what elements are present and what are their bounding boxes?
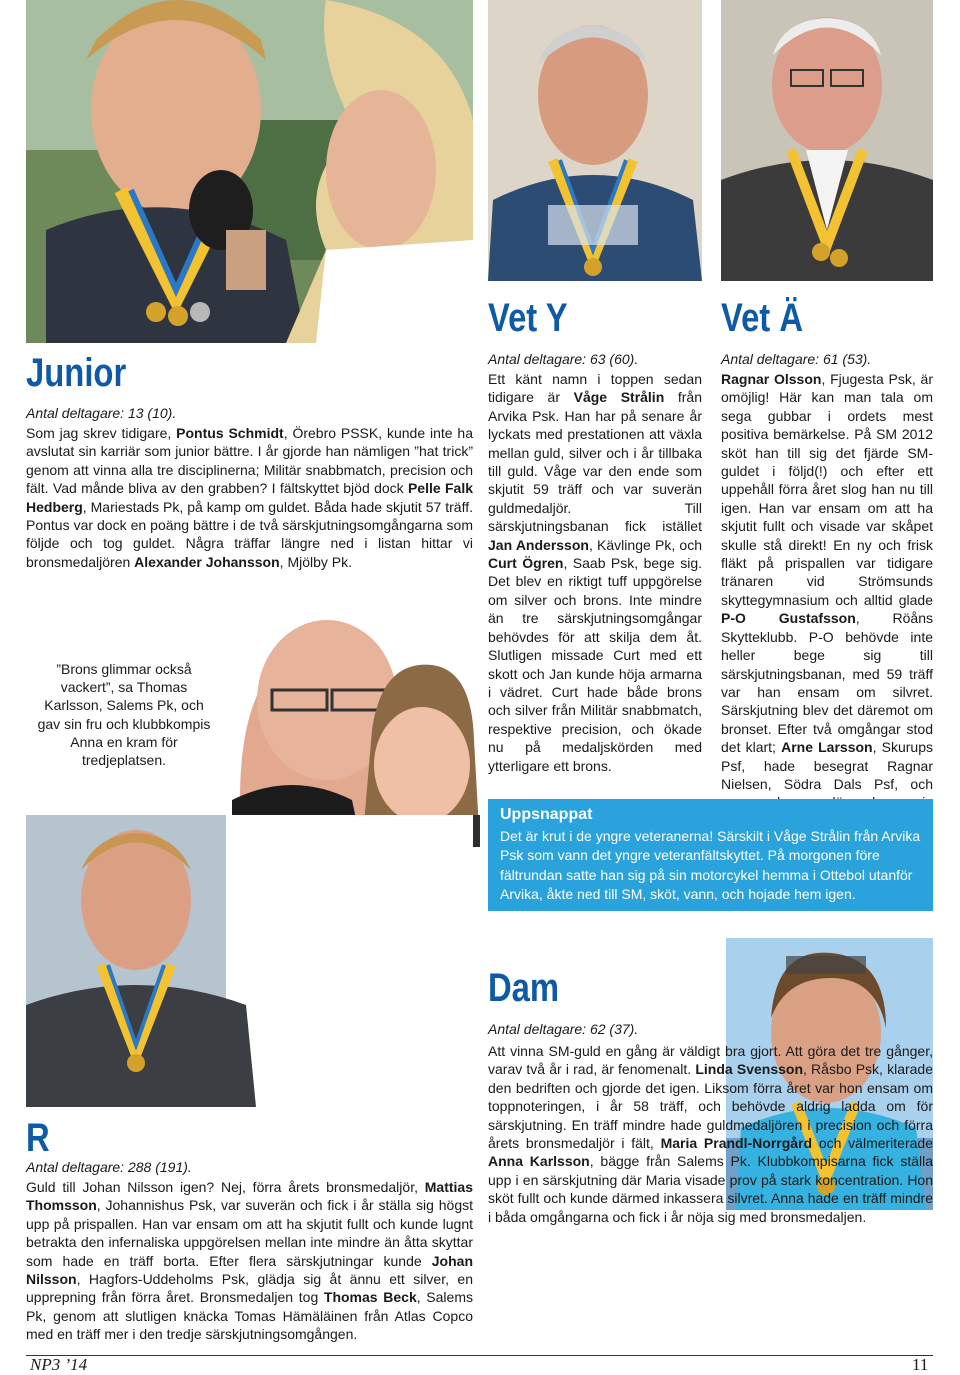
dam-heading: Dam (488, 966, 560, 1010)
vet-y-heading: Vet Y (488, 296, 568, 340)
text-run: Ett känt namn i toppen sedan tidigare är (488, 371, 702, 406)
text-run: , Skurups Psf, hade besegrat Ragnar Nielsen, Södra Dals Psf, och (721, 739, 934, 792)
text-run: , Saab Psk, bege sig. Det blev en riktigt tuff uppgörelse om silver och brons. Inte mindre än tre särskjutningsomgångar behövdes för att skilja dem åt. Slutligen missade Curt med ett skott och Jan kunde höja armarna i vädret. Curt hade både brons och silver från Militär snabbmatch, respektive precision, och ökade nu på medaljskörden med ytterligare ett brons. (488, 555, 702, 774)
text-run: och välmeriterade (812, 1135, 933, 1152)
text-run: , Fjugesta Psk, är omöjlig! Här kan man tala om sega gubbar i ordets mest positiva bemärkelse. På SM 2012 sköt han till sig det fjärde SM-guldet i följd(!) och efter ett uppehåll förra året slog han nu till igen. Han var ensam om att ha skjutit fullt och visade var skåpet skulle stå direkt! En ny och frisk fläkt på prispallen var tidigare tränaren vid Strömsunds skyttegymnasium och alltid glade (721, 371, 933, 608)
name-highlight: Arne Larsson (781, 739, 873, 756)
r-heading: R (26, 1116, 50, 1160)
vet-a-section (721, 350, 933, 830)
vet-a-body (721, 370, 933, 830)
vet-a-participants: Antal deltagare: 61 (53). (721, 351, 872, 367)
text-run: från Arvika Psk. Han har på senare år lyckats med prestationen att växla mellan guld, silver och i år tillbaka till guld. Våge var den ende som skjutit 59 träff och var suverän guldmedaljör. Till särskjutningsbanan fick istället (488, 389, 703, 535)
photo-r-winner (26, 815, 473, 1107)
uppsnappat-box (488, 799, 933, 911)
photo-bronze-couple (232, 600, 480, 847)
r-participants: Antal deltagare: 288 (191). (26, 1159, 192, 1175)
text-run: Som jag skrev tidigare, (26, 425, 177, 441)
photo-caption-quote: ”Brons glimmar också vackert”, sa Thomas Karlsson, Salems Pk, och gav sin fru och klubbkompis Anna en kram för tredjeplatsen. (37, 661, 211, 769)
text-run: , Kävlinge Pk, och (588, 536, 702, 553)
name-highlight: Johan Nilsson (26, 1252, 473, 1288)
junior-heading: Junior (26, 351, 127, 395)
junior-participants: Antal deltagare: 13 (10). (26, 405, 177, 421)
text-run: , Mjölby Pk. (279, 553, 353, 570)
junior-body (26, 424, 473, 571)
name-highlight: P-O Gustafsson (721, 610, 856, 627)
text-run: , bägge från Salems Pk. Klubbkompisarna fick ställa upp i en särskjutning där Maria visade prov på stark koncentration. Hon sköt fullt och kunde därmed inkassera silvret. Anna hade en träff mindre i båda omgångarna och fick i år nöja sig med bronsmedaljen. (488, 1153, 933, 1225)
text-run: Att vinna SM-guld en gång är väldigt bra gjort. Att göra det tre gånger, varav två år i rad, är fenomenalt. (488, 1043, 933, 1078)
name-highlight: Mattias Thomsson (26, 1179, 473, 1214)
text-run: Guld till Johan Nilsson igen? Nej, förra årets bronsmedaljör, (26, 1179, 425, 1195)
name-highlight: Linda Svensson (695, 1061, 803, 1078)
vet-y-participants: Antal deltagare: 63 (60). (488, 351, 639, 367)
magazine-issue: NP3 ’14 (30, 1355, 88, 1374)
name-highlight: Thomas Beck (323, 1289, 417, 1306)
name-highlight: Curt Ögren (488, 555, 564, 572)
name-highlight: Jan Andersson (488, 536, 589, 553)
name-highlight: Ragnar Olsson (721, 371, 822, 387)
vet-a-heading: Vet Ä (721, 296, 804, 340)
junior-section (26, 404, 473, 571)
text-run: , Råsbo Psk, klarade den bedriften och gjorde det igen. Liksom förra året var hon ensam om toppnoteringen, i år 58 träff, och behövde aldrig ladda om för särskjutning. En träff mindre hade guldmedaljören i precision och förra årets bronsmedaljör i fält, (488, 1061, 933, 1152)
dam-intro (488, 1020, 713, 1040)
dam-body (488, 1042, 933, 1226)
r-body (26, 1178, 473, 1344)
r-section (26, 1158, 473, 1344)
uppsnappat-text: Det är krut i de yngre veteranerna! Särskilt i Våge Strålin från Arvika Psk som vann det yngre veteranfältskyttet. På morgonen före fältrundan satte han sig på sin motorcykel hemma i Ottebol utanför Arvika, åkte ned till SM, sköt, vann, och hojade hem igen. (500, 828, 921, 903)
name-highlight: Pelle Falk Hedberg (26, 480, 473, 515)
vet-y-body (488, 370, 702, 775)
text-run: , Salems Pk, genom att slutligen knäcka Tomas Hämäläinen från Atlas Copco med en träff mer i den tredje särskjutningsomgången. (26, 1289, 473, 1343)
name-highlight: Anna Karlsson (488, 1153, 590, 1170)
photo-junior-interview (26, 0, 473, 343)
photo-vet-y-winner (488, 0, 702, 281)
text-run: , Röåns Skytteklubb. P-O behövde inte heller bege sig till särskjutningsbanan, med 59 träff var han ensam om silvret. Särskjutning blev det däremot om bronset. Efter två omgångar stod det klart; (721, 610, 934, 756)
vet-y-section (488, 350, 702, 775)
uppsnappat-title: Uppsnappat (500, 806, 593, 823)
name-highlight: Maria Prandl-Norrgård (660, 1135, 813, 1152)
page-number: 11 (912, 1355, 929, 1374)
text-run: , Johannishus Psk, var suverän och fick i år ställa sig högst upp på prispallen. Han var ensam om att ha skjutit fullt och kunde lugnt betrakta den infernaliska uppgörelsen mellan inte mindre än åtta skyttar som hade en träff borta. Efter flera särskjutningar kunde (26, 1197, 473, 1269)
text-run: , Mariestads Pk, på kamp om guldet. Båda hade skjutit 57 träff. Pontus var dock en poäng bättre i de två särskjutningsomgångarna som följde och tog guldet. Några träffar längre ned i listan hittar vi bronsmedaljören (26, 498, 473, 570)
photo-vet-a-winner (721, 0, 933, 281)
text-run: , Hagfors-Uddeholms Psk, glädja sig åt ännu ett silver, en upprepning från förra året. Bronsmedaljen tog (26, 1271, 473, 1306)
footer-rule (26, 1355, 933, 1356)
dam-participants: Antal deltagare: 62 (37). (488, 1021, 639, 1037)
text-run: , Örebro PSSK, kunde inte ha avslutat sin karriär som junior bättre. I år gjorde han nämligen ”hat trick” genom att vinna alla tre disciplinerna; Militär snabbmatch, precision och fält. Vad månde bliva av den grabben? I fältskyttet bjöd dock (26, 425, 473, 497)
name-highlight: Pontus Schmidt (176, 425, 284, 441)
name-highlight: Våge Strålin (573, 389, 665, 406)
name-highlight: Alexander Johansson (134, 553, 280, 570)
